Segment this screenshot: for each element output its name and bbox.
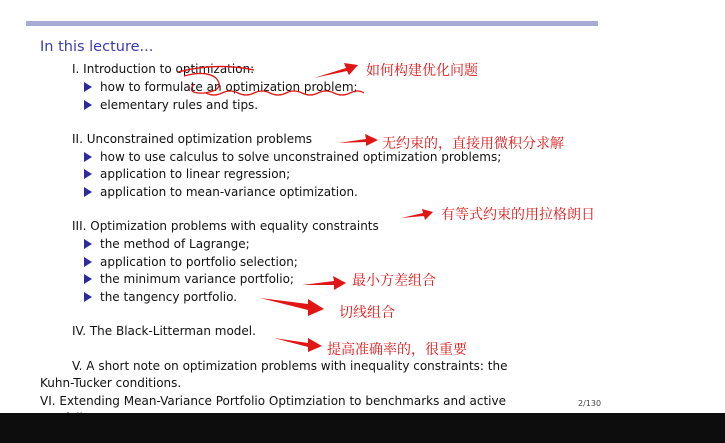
section-2-bullet-3: [84, 185, 358, 199]
bullet-text: the minimum variance portfolio;: [100, 272, 294, 286]
section-2-title: II. Unconstrained optimization problems: [72, 132, 313, 146]
arrow-icon: [312, 60, 360, 82]
page-number: 2/130: [578, 399, 602, 408]
bullet-text: application to portfolio selection;: [100, 255, 298, 269]
bottom-dark-bar: [0, 413, 725, 443]
section-1-bullet-2: [84, 98, 258, 112]
bullet-triangle-icon: [84, 274, 92, 284]
bullet-triangle-icon: [84, 82, 92, 92]
section-2-bullet-2: [84, 167, 290, 181]
section-4-title: IV. The Black-Litterman model.: [72, 324, 256, 338]
bullet-text: application to mean-variance optimization.: [100, 185, 358, 199]
bullet-text: elementary rules and tips.: [100, 98, 259, 112]
section-3-bullet-1: [84, 237, 250, 251]
bullet-text: application to linear regression;: [100, 167, 291, 181]
section-1-title: I. Introduction to optimization:: [72, 62, 255, 76]
annotation-note-5: 切线组合: [339, 305, 395, 321]
annotation-note-4: 最小方差组合: [352, 273, 436, 289]
arrow-icon: [300, 275, 348, 293]
bullet-text: how to formulate an optimization problem;: [100, 80, 358, 94]
bullet-triangle-icon: [84, 169, 92, 179]
bullet-triangle-icon: [84, 152, 92, 162]
annotation-note-1: 如何构建优化问题: [366, 63, 478, 79]
section-5-title: V. A short note on optimization problems with inequality constraints: the: [72, 359, 508, 373]
bullet-text: how to use calculus to solve unconstrained optimization problems;: [100, 150, 502, 164]
section-5-title-cont: Kuhn-Tucker conditions.: [40, 376, 182, 390]
annotation-note-3: 有等式约束的用拉格朗日: [441, 207, 595, 223]
bullet-triangle-icon: [84, 292, 92, 302]
arrow-icon: [272, 334, 324, 354]
bullet-triangle-icon: [84, 187, 92, 197]
section-3-bullet-4: [84, 290, 237, 304]
bullet-triangle-icon: [84, 100, 92, 110]
annotation-note-2: 无约束的，直接用微积分求解: [382, 136, 564, 152]
section-3-bullet-3: [84, 272, 294, 286]
bullet-text: the tangency portfolio.: [100, 290, 238, 304]
section-6-title: VI. Extending Mean-Variance Portfolio Optimziation to benchmarks and active: [40, 394, 507, 408]
bullet-triangle-icon: [84, 257, 92, 267]
section-3-bullet-2: [84, 255, 298, 269]
arrow-icon: [336, 132, 380, 150]
annotation-note-6: 提高准确率的，很重要: [327, 342, 467, 358]
arrow-icon: [399, 207, 435, 223]
bullet-triangle-icon: [84, 239, 92, 249]
slide-heading: In this lecture...: [40, 39, 154, 55]
bullet-text: the method of Lagrange;: [100, 237, 250, 251]
section-3-title: III. Optimization problems with equality constraints: [72, 219, 379, 233]
title-bar-rule: [26, 21, 598, 26]
arrow-icon: [258, 294, 326, 320]
